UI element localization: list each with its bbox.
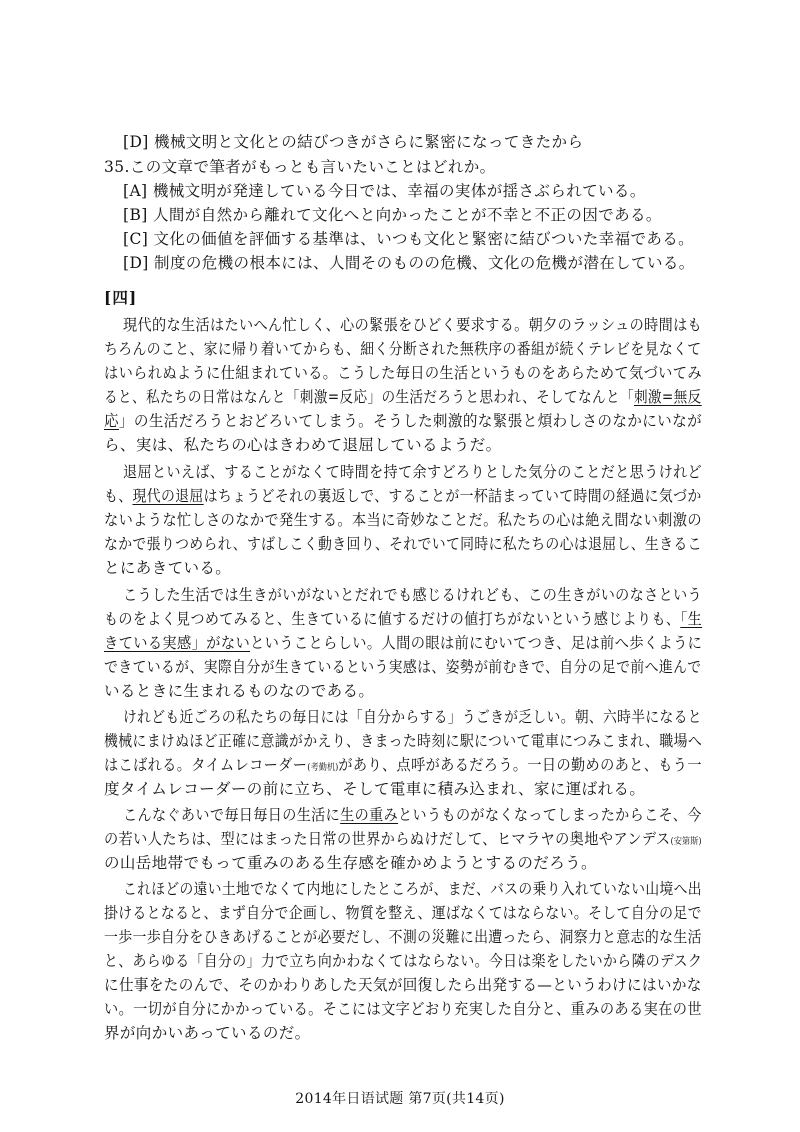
passage-text: というものがなくなってしまったからこそ、今 [398, 806, 702, 824]
passage-line: ちろんのこと、家に帰り着いてからも、細く分断された無秩序の番組が続くテレビを見なくて [104, 340, 702, 358]
passage-text: ると、私たちの日常はなんと「刺激=反応」の生活だろうと思われ、そしてなんと「 [104, 388, 634, 406]
passage-line [123, 806, 702, 824]
passage-line: ら、実は、私たちの心はきわめて退屈しているようだ。 [104, 436, 502, 454]
passage-text: ということらしい。人間の眼は前にむいてつき、足は前へ歩くように [250, 634, 703, 652]
q35-option-b: [B] 人間が自然から離れて文化へと向かったことが不幸と不正の因である。 [123, 206, 662, 224]
q35-option-a: [A] 機械文明が発達している今日では、幸福の実体が揺さぶられている。 [123, 182, 646, 200]
underlined-phrase: 現代の退屈 [132, 487, 204, 505]
passage-line [104, 610, 702, 628]
gloss-note: (安第斯) [670, 837, 702, 847]
passage-text: はちょうどそれの裏返しで、することが一杯詰まっていて時間の経過に気づか [203, 487, 702, 505]
passage-line: い。一切が自分にかかっている。そこには文字どおり充実した自分と、重みのある実在の世 [104, 1000, 702, 1018]
gloss-note: (考勤机) [307, 763, 339, 773]
passage-line: けれども近ごろの私たちの毎日には「自分からする」うごきが乏しい。朝、六時半になると [123, 708, 702, 726]
passage-line [104, 412, 702, 430]
passage-line: に仕事をたのんで、そのかわりあした天気が回復したら出発する—というわけにはいかな [104, 976, 702, 994]
passage-line: 退屈といえば、することがなくて時間を持て余すどろりとした気分のことだと思うけれど [123, 463, 703, 481]
underlined-phrase: きている実感」がない [104, 634, 251, 652]
passage-line: はいられぬように仕組まれている。こうした毎日の生活というものをあらためて気づいてみ [104, 364, 702, 382]
q35-question: 35.この文章で筆者がもっとも言いたいことはどれか。 [104, 158, 496, 176]
passage-line [104, 487, 702, 505]
q35-option-d: [D] 制度の危機の根本には、人間そのものの危機、文化の危機が潜在している。 [123, 254, 695, 272]
underlined-phrase: 刺激=無反 [633, 388, 702, 406]
passage-line: の山岳地帯でもって重みのある生存感を確かめようとするのだろう。 [104, 854, 597, 872]
passage-text: 」の生活だろうとおどろいてしまう。そうした刺激的な緊張と煩わしさのなかにいなが [118, 412, 703, 430]
passage-line: いるときに生まれるものなのである。 [104, 682, 375, 700]
q35-option-c: [C] 文化の価値を評価する基準は、いつも文化と緊密に結びついた幸福である。 [123, 230, 695, 248]
passage-line: これほどの遠い土地でなくて内地にしたところが、まだ、バスの乗り入れていない山境へ出 [123, 880, 702, 898]
passage-text: があり、点呼があるだろう。一日の勤めのあと、もう一 [338, 756, 702, 774]
underlined-phrase: 応 [104, 412, 119, 430]
passage-line: なかで張りつめられ、すばしこく動き回り、それでいて同時に私たちの心は退屈し、生きるこ [104, 535, 702, 553]
underlined-phrase: 生の重み [340, 806, 399, 824]
page-footer: 2014年日语试题 第7页(共14页) [295, 1091, 505, 1107]
passage-line: 界が向かいあっているのだ。 [104, 1024, 311, 1042]
passage-line: 度タイムレコーダーの前に立ち、そして電車に積み込まれ、家に運ばれる。 [104, 780, 646, 798]
passage-line: 一歩一歩自分をひきあげることが必要だし、不測の災難に出遭ったら、洞察力と意志的な生活 [104, 928, 702, 946]
underlined-phrase: 「生 [680, 610, 703, 628]
passage-text: こんなぐあいで毎日毎日の生活に [123, 806, 341, 824]
passage-text: も、 [104, 487, 133, 505]
passage-line: ないような忙しさのなかで発生する。本当に奇妙なことだ。私たちの心は絶え間ない刺激の [104, 511, 702, 529]
section-heading: [四] [104, 288, 138, 307]
passage-line: と、あらゆる「自分の」力で立ち向かわなくてはならない。今日は楽をしたいから隣のデスク [104, 952, 703, 970]
passage-line: こうした生活では生きがいがないとだれでも感じるけれども、この生きがいのなさという [123, 586, 703, 604]
passage-line [104, 830, 702, 851]
passage-line [104, 388, 702, 406]
q34-option-d: [D] 機械文明と文化との結びつきがさらに緊密になってきたから [123, 133, 584, 151]
passage-text: はこばれる。タイムレコーダー [104, 756, 308, 774]
passage-line: できているが、実際自分が生きているという実感は、姿勢が前むきで、自分の足で前へ進んで [104, 658, 702, 676]
passage-line [104, 756, 702, 777]
passage-line: 機械にまけぬほど正確に意識がかえり、きまった時刻に駅について電車につみこまれ、職場へ [104, 732, 703, 750]
passage-text: の若い人たちは、型にはまった日常の世界からぬけだして、ヒマラヤの奥地やアンデス [104, 830, 671, 848]
passage-line: とにあきている。 [104, 559, 232, 577]
passage-line: 掛けるとなると、まず自分で企画し、物質を整え、運ばなくてはならない。そして自分の足で [104, 904, 702, 922]
passage-line [104, 634, 702, 652]
passage-line: 現代的な生活はたいへん忙しく、心の緊張をひどく要求する。朝夕のラッシュの時間はも [123, 316, 703, 334]
passage-text: ものをよく見つめてみると、生きているに値するだけの値打ちがないという感じよりも、 [104, 610, 681, 628]
